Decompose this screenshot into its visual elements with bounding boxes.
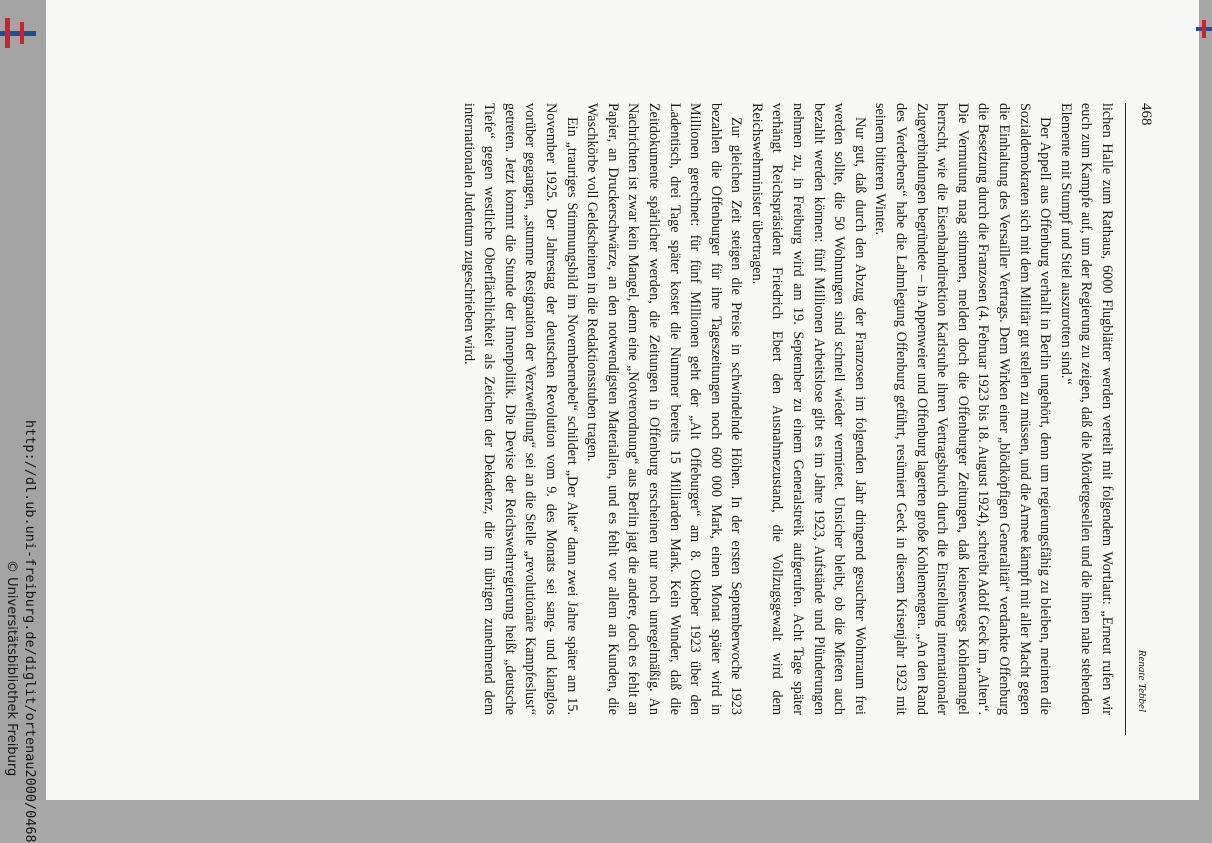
source-url: http://dl.ub.uni-freiburg.de/diglit/ortenau2000/0468 bbox=[22, 420, 38, 843]
source-watermark bbox=[0, 0, 46, 843]
document-page bbox=[46, 0, 1199, 800]
copyright-notice: © Universitätsbibliothek Freiburg bbox=[4, 560, 19, 777]
page-content-rotated bbox=[46, 0, 1199, 800]
paragraph: Zur gleichen Zeit steigen die Preise in schwindelnde Höhen. In der ersten Septemberwoche 1923 bezahlen die Offenburger für ihre Tageszeitungen noch 600 000 Mark, einen Monat später wird in Millionen gerechnet: für fünf Millionen geht der „Alt Offeburger“ am 8. Oktober 1923 über den Ladentisch, drei Tage später kostet die Nummer bereits 15 Milliarden Mark. Kein Wunder, daß die Zeitdokumente spärlicher werden, die Zeitungen in Offenburg erscheinen nur noch unregelmäßig. An Nachrichten ist zwar kein Mangel, denn eine „Notverordnung“ aus Berlin jagt die andere, doch es fehlt an Papier, an Druckerschwärze, an den notwendigsten Materialien, und es fehlt vor allem an Kunden, die Waschkörbe voll Geldscheinen in die Redaktionsstuben tragen. bbox=[584, 103, 745, 715]
right-margin bbox=[1199, 0, 1212, 800]
library-logo-icon bbox=[1196, 20, 1212, 38]
header-rule bbox=[1125, 103, 1126, 735]
paragraph: lichen Halle zum Rathaus, 6000 Flugblätter werden verteilt mit folgendem Wortlaut: „Erneut rufen wir euch zum Kampfe auf, um der Regierung zu zeigen, daß die Mördergesellen und die ihnen nahe stehenden Elemente mit Stumpf und Stiel auszurotten sind.“ bbox=[1057, 103, 1115, 715]
body-text bbox=[458, 103, 1117, 715]
running-head: Renate Tebbel bbox=[1136, 649, 1148, 712]
page-number: 468 bbox=[1138, 103, 1154, 126]
paragraph: Der Appell aus Offenburg verhallt in Berlin ungehört, denn um regierungsfähig zu bleiben, meinten die Sozialdemokraten sich mit dem Militär gut stellen zu müssen, und die Armee kämpft mit aller Macht gegen die Einhaltung des Versailler Vertrags. Dem Wirken einer „blödköpfigen Generalität“ verdankte Offenburg die Besetzung durch die Franzosen (4. Februar 1923 bis 18. August 1924), schreibt Adolf Geck im „Alten“. Die Vermutung mag stimmen, melden doch die Offenburger Zeitungen, daß keineswegs Kohlemangel herrscht, wie die Eisenbahndirektion Karlsruhe ihren Vertragsbruch durch die Einstellung internationaler Zugverbindungen begründete – in Appenweier und Offenburg lagerten große Kohlemengen. „An den Rand des Verderbens“ habe die Lahmlegung Offenburg geführt, resümiert Geck in diesem Krisenjahr 1923 mit seinem bitteren Winter. bbox=[872, 103, 1054, 715]
paragraph: Nur gut, daß durch den Abzug der Franzosen im folgenden Jahr dringend gesuchter Wohnraum frei werden sollte, die 50 Wohnungen sind schnell wieder vermietet. Unsicher bleibt, ob die Mieten auch bezahlt werden können: fünf Millionen Arbeitslose gibt es im Jahre 1923, Aufstände und Plünderungen nehmen zu, in Freiburg wird am 19. September zu einem Generalstreik aufgerufen. Acht Tage später verhängt Reichspräsident Friedrich Ebert den Ausnahmezustand, die Vollzugsgewalt wird dem Reichswehrminister übertragen. bbox=[748, 103, 868, 715]
paragraph: Ein „trauriges Stimmungsbild im Novembernebel“ schildert „Der Alte“ dann zwei Jahre später am 15. November 1925. Der Jahrestag der deutschen Revolution vom 9. des Monats sei sang- und klanglos vorüber gegangen, „stumme Resignation der Verzweiflung“ sei an die Stelle „revolutionäre Kampfeslust“ getreten. Jetzt kommt die Stunde der Innenpolitik. Die Devise der Reichswehrregierung heißt „deutsche Tiefe“ gegen westliche Oberflächlichkeit als Zeichen der Dekadenz, die im übrigen zunehmend dem internationalen Judentum zugeschrieben wird. bbox=[460, 103, 580, 715]
